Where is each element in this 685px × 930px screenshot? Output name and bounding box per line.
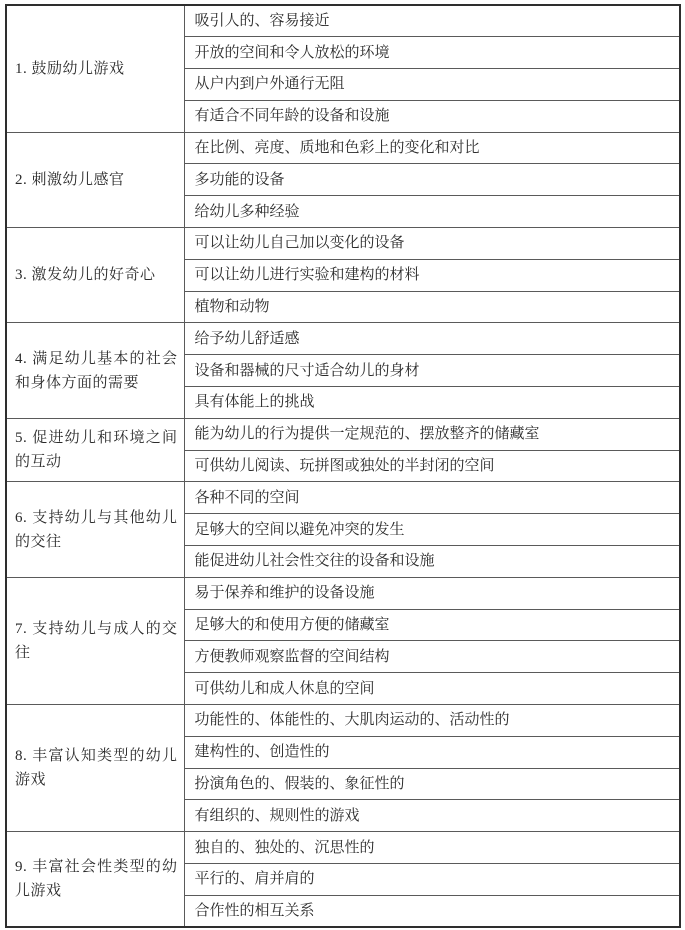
category-cell-9: 9. 丰富社会性类型的幼儿游戏 <box>6 832 184 927</box>
table-row <box>6 482 680 514</box>
item-cell: 可以让幼儿自己加以变化的设备 <box>184 228 680 260</box>
table-row <box>6 132 680 164</box>
category-cell-1: 1. 鼓励幼儿游戏 <box>6 5 184 132</box>
item-cell: 开放的空间和令人放松的环境 <box>184 37 680 69</box>
item-cell: 独自的、独处的、沉思性的 <box>184 832 680 864</box>
item-cell: 平行的、肩并肩的 <box>184 864 680 896</box>
table-row <box>6 577 680 609</box>
item-cell: 从户内到户外通行无阻 <box>184 69 680 101</box>
item-cell: 功能性的、体能性的、大肌肉运动的、活动性的 <box>184 705 680 737</box>
category-cell-2: 2. 刺激幼儿感官 <box>6 132 184 227</box>
item-cell: 易于保养和维护的设备设施 <box>184 577 680 609</box>
table-row <box>6 323 680 355</box>
item-cell: 在比例、亮度、质地和色彩上的变化和对比 <box>184 132 680 164</box>
category-cell-3: 3. 激发幼儿的好奇心 <box>6 228 184 323</box>
table-row <box>6 228 680 260</box>
category-cell-8: 8. 丰富认知类型的幼儿游戏 <box>6 705 184 832</box>
item-cell: 可供幼儿阅读、玩拼图或独处的半封闭的空间 <box>184 450 680 482</box>
item-cell: 植物和动物 <box>184 291 680 323</box>
item-cell: 能为幼儿的行为提供一定规范的、摆放整齐的储藏室 <box>184 418 680 450</box>
criteria-table <box>5 4 681 928</box>
item-cell: 设备和器械的尺寸适合幼儿的身材 <box>184 355 680 387</box>
item-cell: 给予幼儿舒适感 <box>184 323 680 355</box>
item-cell: 能促进幼儿社会性交往的设备和设施 <box>184 546 680 578</box>
item-cell: 各种不同的空间 <box>184 482 680 514</box>
table-row <box>6 5 680 37</box>
item-cell: 合作性的相互关系 <box>184 895 680 927</box>
category-cell-6: 6. 支持幼儿与其他幼儿的交往 <box>6 482 184 577</box>
category-cell-7: 7. 支持幼儿与成人的交往 <box>6 577 184 704</box>
item-cell: 足够大的空间以避免冲突的发生 <box>184 514 680 546</box>
item-cell: 可以让幼儿进行实验和建构的材料 <box>184 259 680 291</box>
item-cell: 多功能的设备 <box>184 164 680 196</box>
item-cell: 吸引人的、容易接近 <box>184 5 680 37</box>
table-row <box>6 705 680 737</box>
table-row <box>6 832 680 864</box>
item-cell: 扮演角色的、假装的、象征性的 <box>184 768 680 800</box>
category-cell-5: 5. 促进幼儿和环境之间的互动 <box>6 418 184 482</box>
item-cell: 具有体能上的挑战 <box>184 387 680 419</box>
item-cell: 建构性的、创造性的 <box>184 736 680 768</box>
item-cell: 有适合不同年龄的设备和设施 <box>184 100 680 132</box>
category-cell-4: 4. 满足幼儿基本的社会和身体方面的需要 <box>6 323 184 418</box>
item-cell: 有组织的、规则性的游戏 <box>184 800 680 832</box>
table-row <box>6 418 680 450</box>
item-cell: 方便教师观察监督的空间结构 <box>184 641 680 673</box>
item-cell: 足够大的和使用方便的储藏室 <box>184 609 680 641</box>
item-cell: 给幼儿多种经验 <box>184 196 680 228</box>
item-cell: 可供幼儿和成人休息的空间 <box>184 673 680 705</box>
